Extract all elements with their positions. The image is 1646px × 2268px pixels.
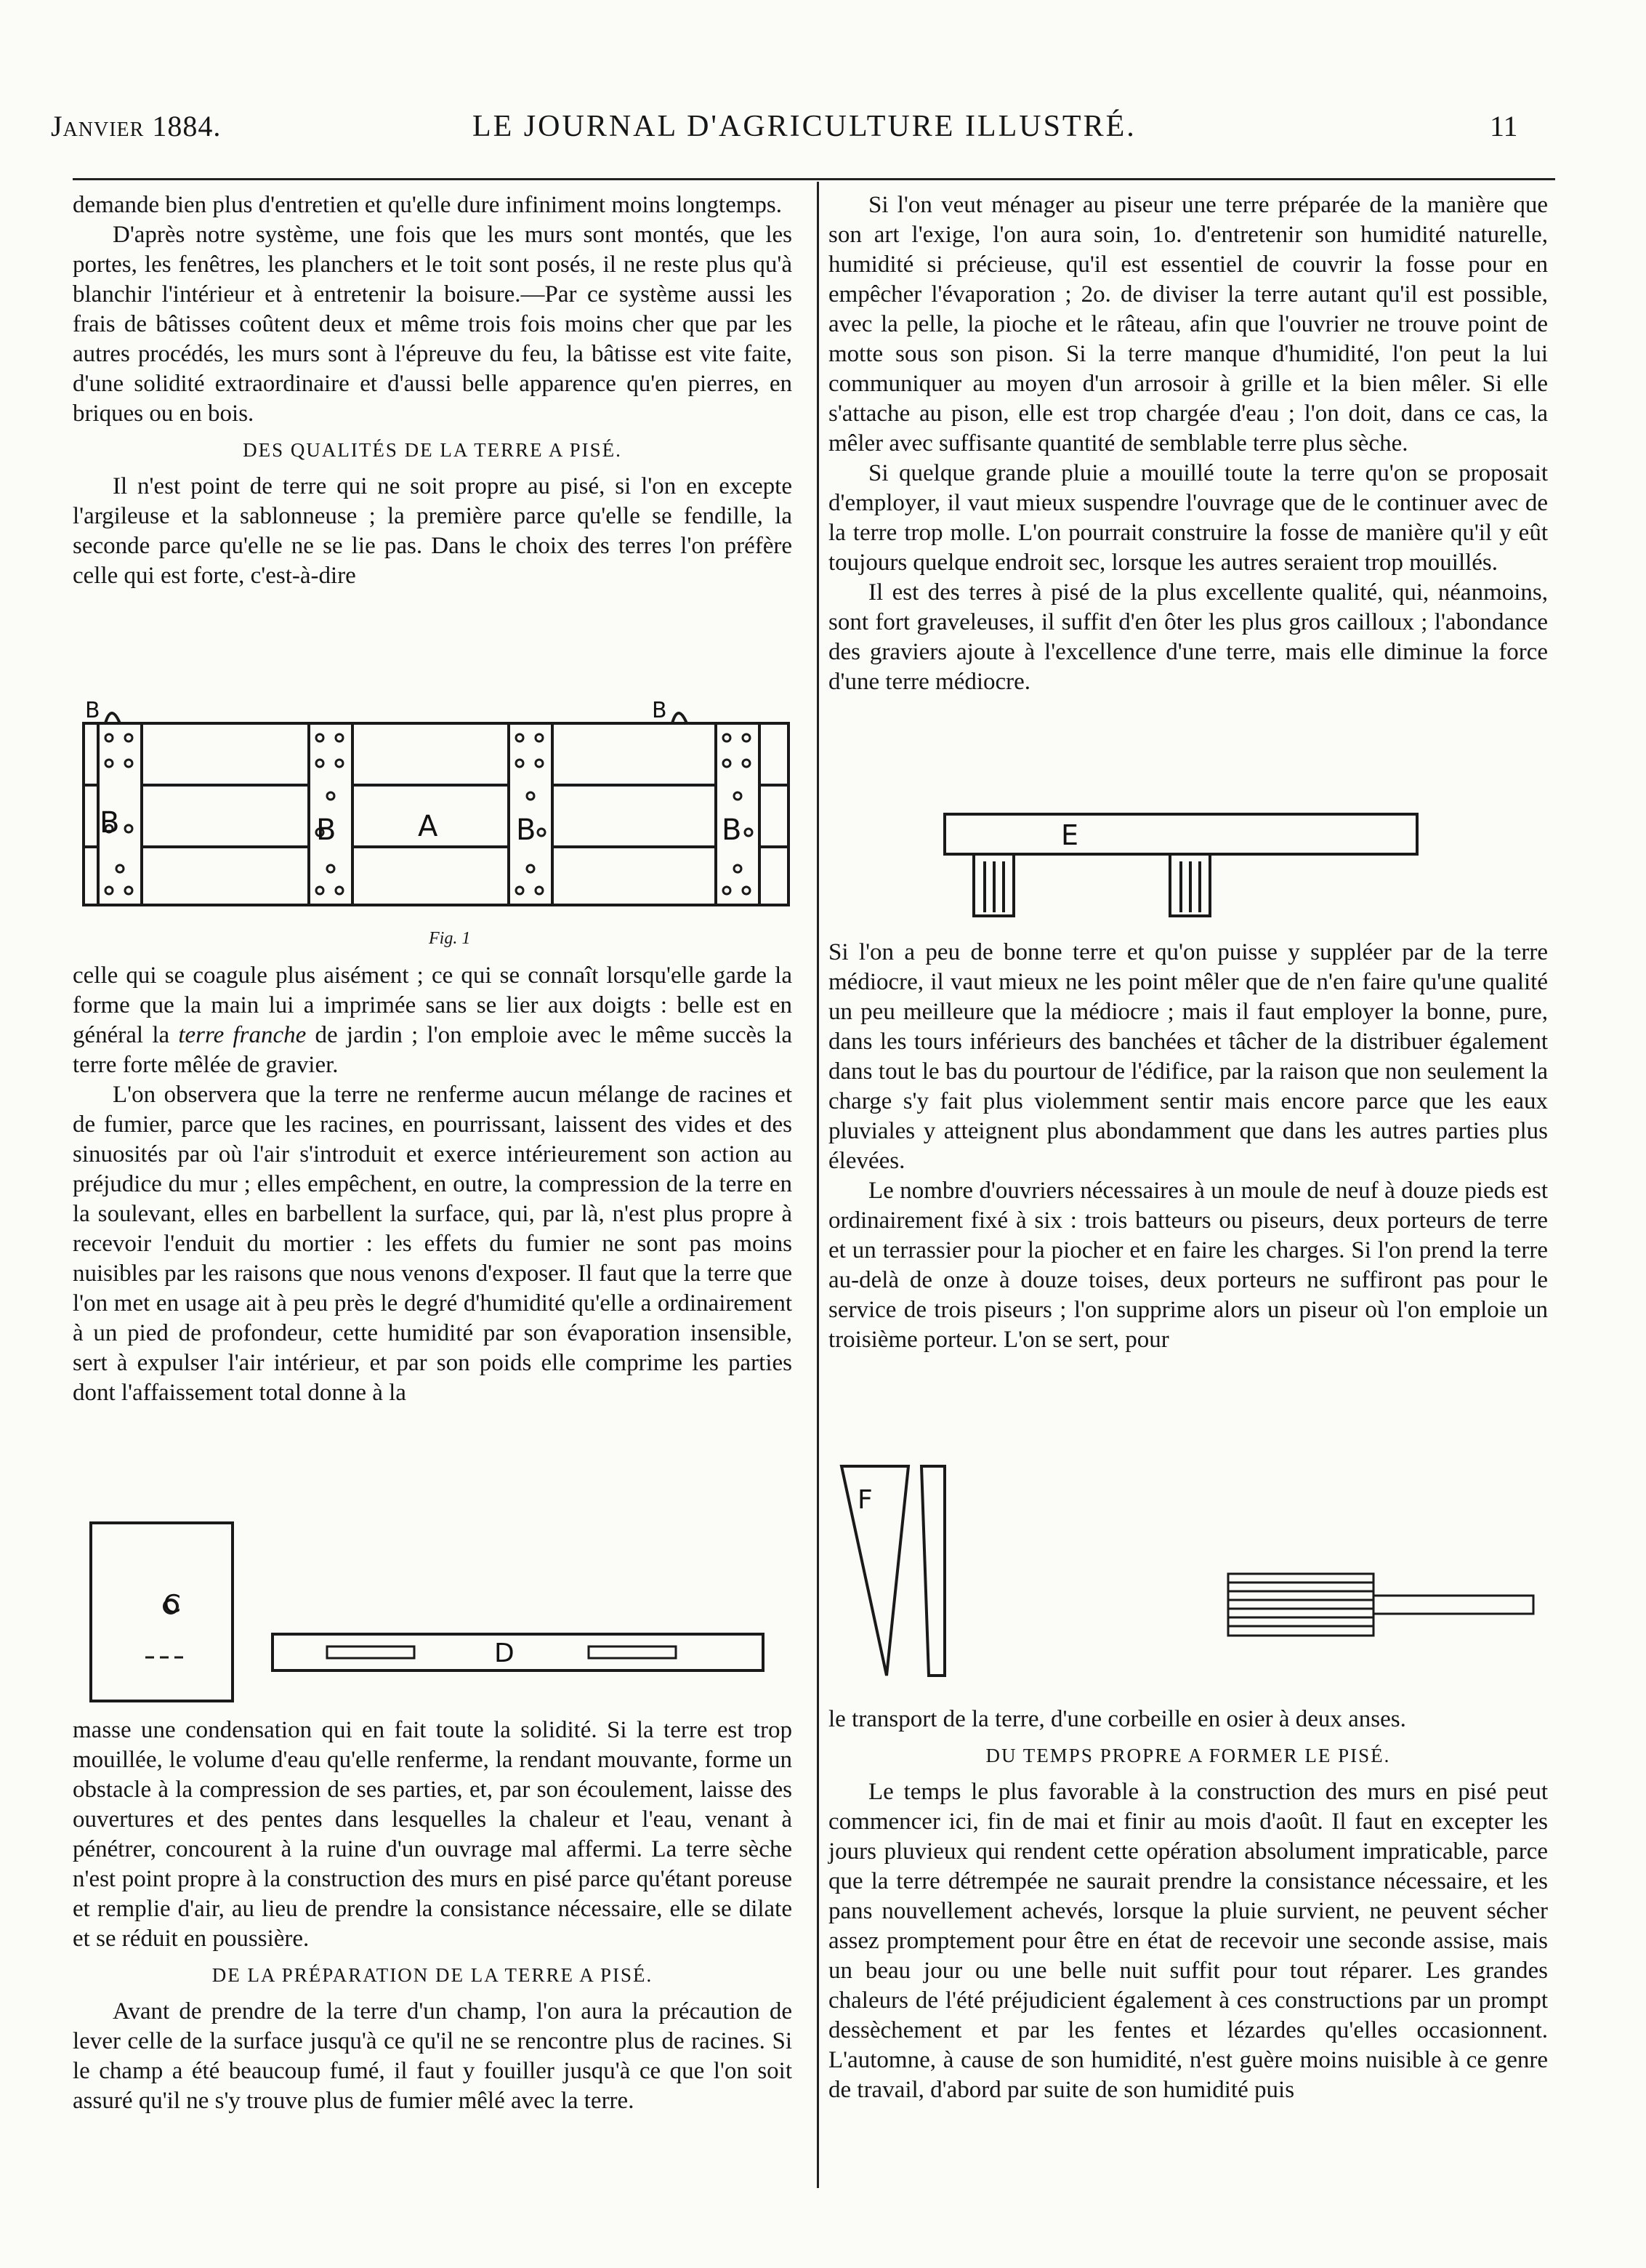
right-paragraph-2: Si quelque grande pluie a mouillé toute la terre qu'on se proposait d'employer, il vaut mieux suspendre l'ouvrage que de le continuer avec de la terre trop molle. L'on pourrait construire la fosse de manière qu'il y eût toujours quelque endroit sec, lorsque les autres seraient trop mouillés. xyxy=(828,460,1548,576)
journal-title: LE JOURNAL D'AGRICULTURE ILLUSTRÉ. xyxy=(472,110,1137,143)
section-heading-preparation: DE LA PRÉPARATION DE LA TERRE A PISÉ. xyxy=(211,1964,653,1986)
fig-e-label: E xyxy=(1061,819,1079,851)
fig1-label-ba-right: B xyxy=(652,698,667,723)
terre-franche-italic: terre franche xyxy=(178,1022,307,1048)
figure-d-plank xyxy=(269,1628,770,1679)
left-block-3 xyxy=(73,1716,792,2116)
fig1-label-b-2: B xyxy=(516,813,536,847)
left-paragraph-7: Avant de prendre de la terre d'un champ, l'on aura la précaution de lever celle de la surface jusqu'à ce qu'il ne se rencontre plus de racines. Si le champ a été beaucoup fumé, il faut y fouiller jusqu'à ce que l'on soit assuré qu'il ne s'y trouve plus de fumier mêlé avec la terre. xyxy=(73,1998,792,2114)
right-paragraph-6: le transport de la terre, d'une corbeille en osier à deux anses. xyxy=(828,1706,1406,1732)
left-paragraph-4-part-a: celle qui se coagule plus aisément ; ce qui se connaît lorsqu'elle garde la forme que la main lui a imprimée sans se lier aux doigts : belle est en général la xyxy=(73,962,792,1048)
header-rule xyxy=(73,178,1555,180)
figure-f-wedges xyxy=(836,1457,959,1690)
fig-f-label: F xyxy=(858,1485,873,1515)
figure-c-board xyxy=(87,1519,240,1708)
fig1-label-ba-left: B xyxy=(85,698,100,723)
left-paragraph-4-part-b: de jardin ; l'on emploie avec le même succès la terre forte mêlée de gravier. xyxy=(73,1022,793,1078)
figure-rammer xyxy=(1221,1567,1541,1646)
right-paragraph-1: Si l'on veut ménager au piseur une terre préparée de la manière que son art l'exige, l'on aura soin, 1o. d'entretenir son humidité naturelle, humidité si précieuse, qu'il est essentiel de couvrir la fosse pour en empêcher l'évaporation ; 2o. de diviser la terre autant qu'il est possible, avec la pelle, la pioche et le râteau, afin que l'ouvrier ne trouve point de motte sous son pison. Si la terre manque d'humidité, l'on peut la lui communiquer au moyen d'un arrosoir à grille et la bien mêler. Si elle s'attache au pison, elle est trop chargée d'eau ; l'on doit, dans ce cas, la mêler avec suffisante quantité de semblable terre plus sèche. xyxy=(828,192,1548,457)
fig1-label-b-1: B xyxy=(316,813,336,847)
left-paragraph-5: L'on observera que la terre ne renferme aucun mélange de racines et de fumier, parce que les racines, en pourrissant, laissent des vides et des sinuosités par où l'air s'introduit et exerce intérieurement son action au préjudice du mur ; elles empêchent, en outre, la compression de la terre en la soulevant, elles en barbellent la surface, qui, par là, n'est plus propre à recevoir l'enduit du mortier : les effets du fumier ne sont pas moins nuisibles par les raisons que nous venons d'exposer. Il faut que la terre que l'on met en usage ait à peu près le degré d'humidité qu'elle a ordinairement à un pied de profondeur, cette humidité par son évaporation insensible, sert à expulser l'air intérieur, et par son poids elle comprime les parties dont l'affaissement total donne à la xyxy=(73,1082,792,1406)
right-block-3 xyxy=(828,1705,1548,2105)
section-heading-temps: DU TEMPS PROPRE A FORMER LE PISÉ. xyxy=(985,1745,1391,1766)
figure-1-caption: Fig. 1 xyxy=(429,929,471,948)
right-paragraph-5: Le nombre d'ouvriers nécessaires à un moule de neuf à douze pieds est ordinairement fixé à six : trois batteurs ou piseurs, deux porteurs de terre et un terrassier pour la piocher et en faire les charges. Si l'on prend la terre au-delà de onze à douze toises, deux porteurs ne suffiront pas pour le service de trois piseurs ; l'on supprime alors un piseur où l'on emploie un troisième porteur. L'on se sert, pour xyxy=(828,1178,1548,1353)
left-block-2 xyxy=(73,961,792,1408)
left-paragraph-1: demande bien plus d'entretien et qu'elle dure infiniment moins longtemps. xyxy=(73,192,782,218)
issue-date: Janvier 1884. xyxy=(51,110,222,142)
fig1-label-b-3: B xyxy=(722,813,742,847)
column-rule xyxy=(817,182,819,2188)
left-paragraph-4 xyxy=(73,961,792,1080)
left-paragraph-6: masse une condensation qui en fait toute la solidité. Si la terre est trop mouillée, le volume d'eau qu'elle renferme, la rendant mouvante, forme un obstacle à la compression de ses parties, et, par son écoulement, laisse des ouvertures et des pentes dans lesquelles la chaleur et l'eau, venant à pénétrer, concourent à la ruine d'un ouvrage mal affermi. La terre sèche n'est point propre à la construction des murs en pisé parce qu'étant poreuse et remplie d'air, au lieu de prendre la consistance nécessaire, elle se dilate et se réduit en poussière. xyxy=(73,1717,792,1952)
section-heading-qualites: DES QUALITÉS DE LA TERRE A PISÉ. xyxy=(243,439,622,461)
right-paragraph-7: Le temps le plus favorable à la construction des murs en pisé peut commencer ici, fin de mai et finir au mois d'août. Il faut en excepter les jours pluvieux qui rendent cette opération absolument impraticable, parce que la terre détrempée ne saurait prendre la consistance nécessaire, et les pans nouvellement achevés, lorsque la pluie survient, ne peuvent sécher assez promptement pour être en état de recevoir une seconde assise, mais un beau jour ou une belle nuit suffit pour tout réparer. Les grandes chaleurs de l'été préjudicient également à ces constructions par un prompt dessèchement et par les fentes et lézardes qu'elles occasionnent. L'automne, à cause de son humidité, n'est guère moins nuisible à ce genre de travail, d'abord par suite de son humidité puis xyxy=(828,1779,1548,2103)
figure-1-mould xyxy=(76,694,796,927)
page-number: 11 xyxy=(1490,110,1518,142)
right-block-1 xyxy=(828,190,1548,697)
fig1-label-b-left: B xyxy=(100,806,120,840)
left-paragraph-2: D'après notre système, une fois que les murs sont montés, que les portes, les fenêtres, les planchers et le toit sont posés, il ne reste plus qu'à blanchir l'intérieur et à entretenir la boisure.—Par ce système aussi les frais de bâtisses coûtent deux et même trois fois moins cher que par les autres procédés, les murs sont à l'épreuve du feu, la bâtisse est vite faite, d'une solidité extraordinaire et d'aussi belle apparence qu'en pierres, en briques ou en bois. xyxy=(73,222,792,427)
fig-c-label: C xyxy=(164,1590,181,1619)
right-paragraph-4: Si l'on a peu de bonne terre et qu'on puisse y suppléer par de la terre médiocre, il vaut mieux ne les point mêler que de n'en faire qu'une qualité un peu meilleure que la médiocre ; mais il faut employer la bonne, pure, dans les tours inférieurs des banchées et tâcher de la distribuer également dans tout le bas du pourtour de l'édifice, par la raison que non seulement la charge s'y fait plus violemment sentir mais encore parce que les eaux pluviales y atteignent plus abondamment que dans les autres parties plus élevées. xyxy=(828,939,1548,1174)
fig1-label-a: A xyxy=(418,810,438,843)
left-block-1 xyxy=(73,190,792,591)
figure-e-beam xyxy=(937,807,1432,923)
right-paragraph-3: Il est des terres à pisé de la plus excellente qualité, qui, néanmoins, sont fort graveleuses, il suffit d'en ôter les plus gros cailloux ; l'abondance des graviers ajoute à l'excellence d'une terre, mais elle diminue la force d'une terre médiocre. xyxy=(828,579,1548,695)
left-paragraph-3: Il n'est point de terre qui ne soit propre au pisé, si l'on en excepte l'argileuse et la sablonneuse ; la première parce qu'elle se fendille, la seconde parce qu'elle ne se lie pas. Dans le choix des terres l'on préfère celle qui est forte, c'est-à-dire xyxy=(73,473,792,589)
fig-d-label: D xyxy=(494,1638,515,1668)
right-block-2 xyxy=(828,938,1548,1355)
